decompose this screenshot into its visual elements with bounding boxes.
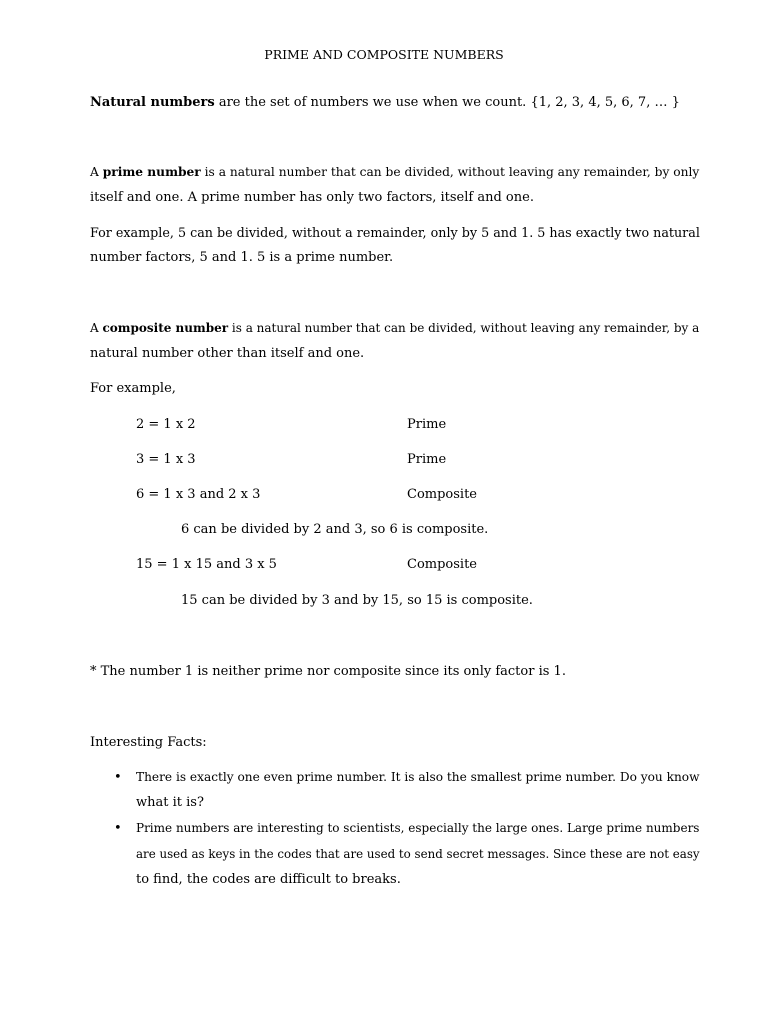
prime-example-line-1: For example, 5 can be divided, without a remainder, only by 5 and 1. 5 has exactly two natural xyxy=(90,225,700,240)
prime-number-term: prime number xyxy=(102,165,201,179)
prime-example-line-2: number factors, 5 and 1. 5 is a prime number. xyxy=(90,250,394,265)
composite-number-term: composite number xyxy=(102,321,229,335)
for-example-label: For example, xyxy=(90,381,176,396)
fact-1-line-1: There is exactly one even prime number. It is also the smallest prime number. Do you know xyxy=(136,770,700,784)
footnote: * The number 1 is neither prime nor composite since its only factor is 1. xyxy=(90,664,566,679)
natural-numbers-term: Natural numbers xyxy=(90,95,215,110)
prime-definition-text: is a natural number that can be divided, without leaving any remainder, by only xyxy=(200,165,700,179)
example-type: Composite xyxy=(407,487,477,502)
fact-2-line-2: are used as keys in the codes that are used to send secret messages. Since these are not easy xyxy=(136,847,700,861)
example-type: Prime xyxy=(407,417,447,432)
example-note: 15 can be divided by 3 and by 15, so 15 is composite. xyxy=(181,593,533,608)
example-equation: 15 = 1 x 15 and 3 x 5 xyxy=(136,557,277,572)
prime-definition-line-1 xyxy=(90,164,699,181)
example-equation: 2 = 1 x 2 xyxy=(136,417,196,432)
example-type: Composite xyxy=(407,557,477,572)
bullet-marker: • xyxy=(114,770,122,785)
fact-2-line-1: Prime numbers are interesting to scientists, especially the large ones. Large prime numbers xyxy=(136,821,700,835)
example-equation: 6 = 1 x 3 and 2 x 3 xyxy=(136,487,261,502)
fact-2-line-3: to find, the codes are difficult to breaks. xyxy=(136,872,401,887)
natural-numbers-text: are the set of numbers we use when we count. {1, 2, 3, 4, 5, 6, 7, … } xyxy=(214,95,680,110)
example-type: Prime xyxy=(407,452,447,467)
prime-definition-line-2: itself and one. A prime number has only two factors, itself and one. xyxy=(90,190,534,205)
bullet-marker: • xyxy=(114,821,122,836)
composite-definition-text: is a natural number that can be divided, without leaving any remainder, by a xyxy=(228,321,700,335)
composite-definition-prefix: A xyxy=(90,321,103,335)
facts-heading: Interesting Facts: xyxy=(90,735,207,750)
example-equation: 3 = 1 x 3 xyxy=(136,452,196,467)
composite-definition-line-1 xyxy=(90,320,699,337)
page-title: PRIME AND COMPOSITE NUMBERS xyxy=(264,47,504,62)
prime-definition-prefix: A xyxy=(90,165,103,179)
fact-1-line-2: what it is? xyxy=(136,795,204,810)
natural-numbers-paragraph xyxy=(90,94,680,111)
composite-definition-line-2: natural number other than itself and one. xyxy=(90,346,365,361)
example-note: 6 can be divided by 2 and 3, so 6 is composite. xyxy=(181,522,489,537)
